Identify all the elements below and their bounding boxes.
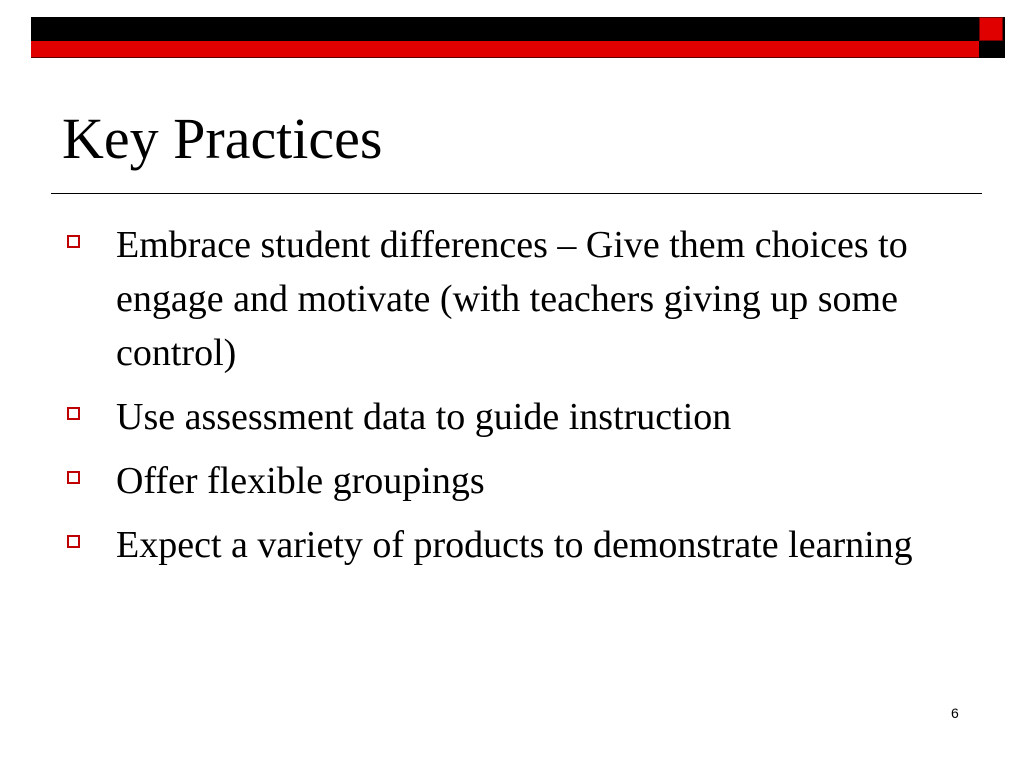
bullet-text: Expect a variety of products to demonstrate learning	[116, 524, 913, 566]
bullet-text: Offer flexible groupings	[116, 460, 485, 502]
hollow-square-bullet-icon	[67, 471, 80, 484]
hollow-square-bullet-icon	[67, 535, 80, 548]
header-band-red	[31, 41, 979, 58]
page-number: 6	[951, 705, 959, 721]
corner-red-square	[979, 17, 1003, 41]
bullet-item	[64, 518, 964, 572]
title-divider	[51, 193, 982, 194]
bullet-list	[64, 218, 964, 582]
hollow-square-bullet-icon	[67, 235, 80, 248]
bullet-item	[64, 218, 964, 380]
slide-title: Key Practices	[62, 106, 383, 171]
bullet-item	[64, 390, 964, 444]
header-band-black	[31, 17, 1005, 41]
bullet-text: Use assessment data to guide instruction	[116, 396, 732, 438]
bullet-item	[64, 454, 964, 508]
corner-black-block	[979, 41, 1005, 58]
hollow-square-bullet-icon	[67, 407, 80, 420]
bullet-text: Embrace student differences – Give them choices to engage and motivate (with teachers giving up some control)	[116, 224, 908, 374]
